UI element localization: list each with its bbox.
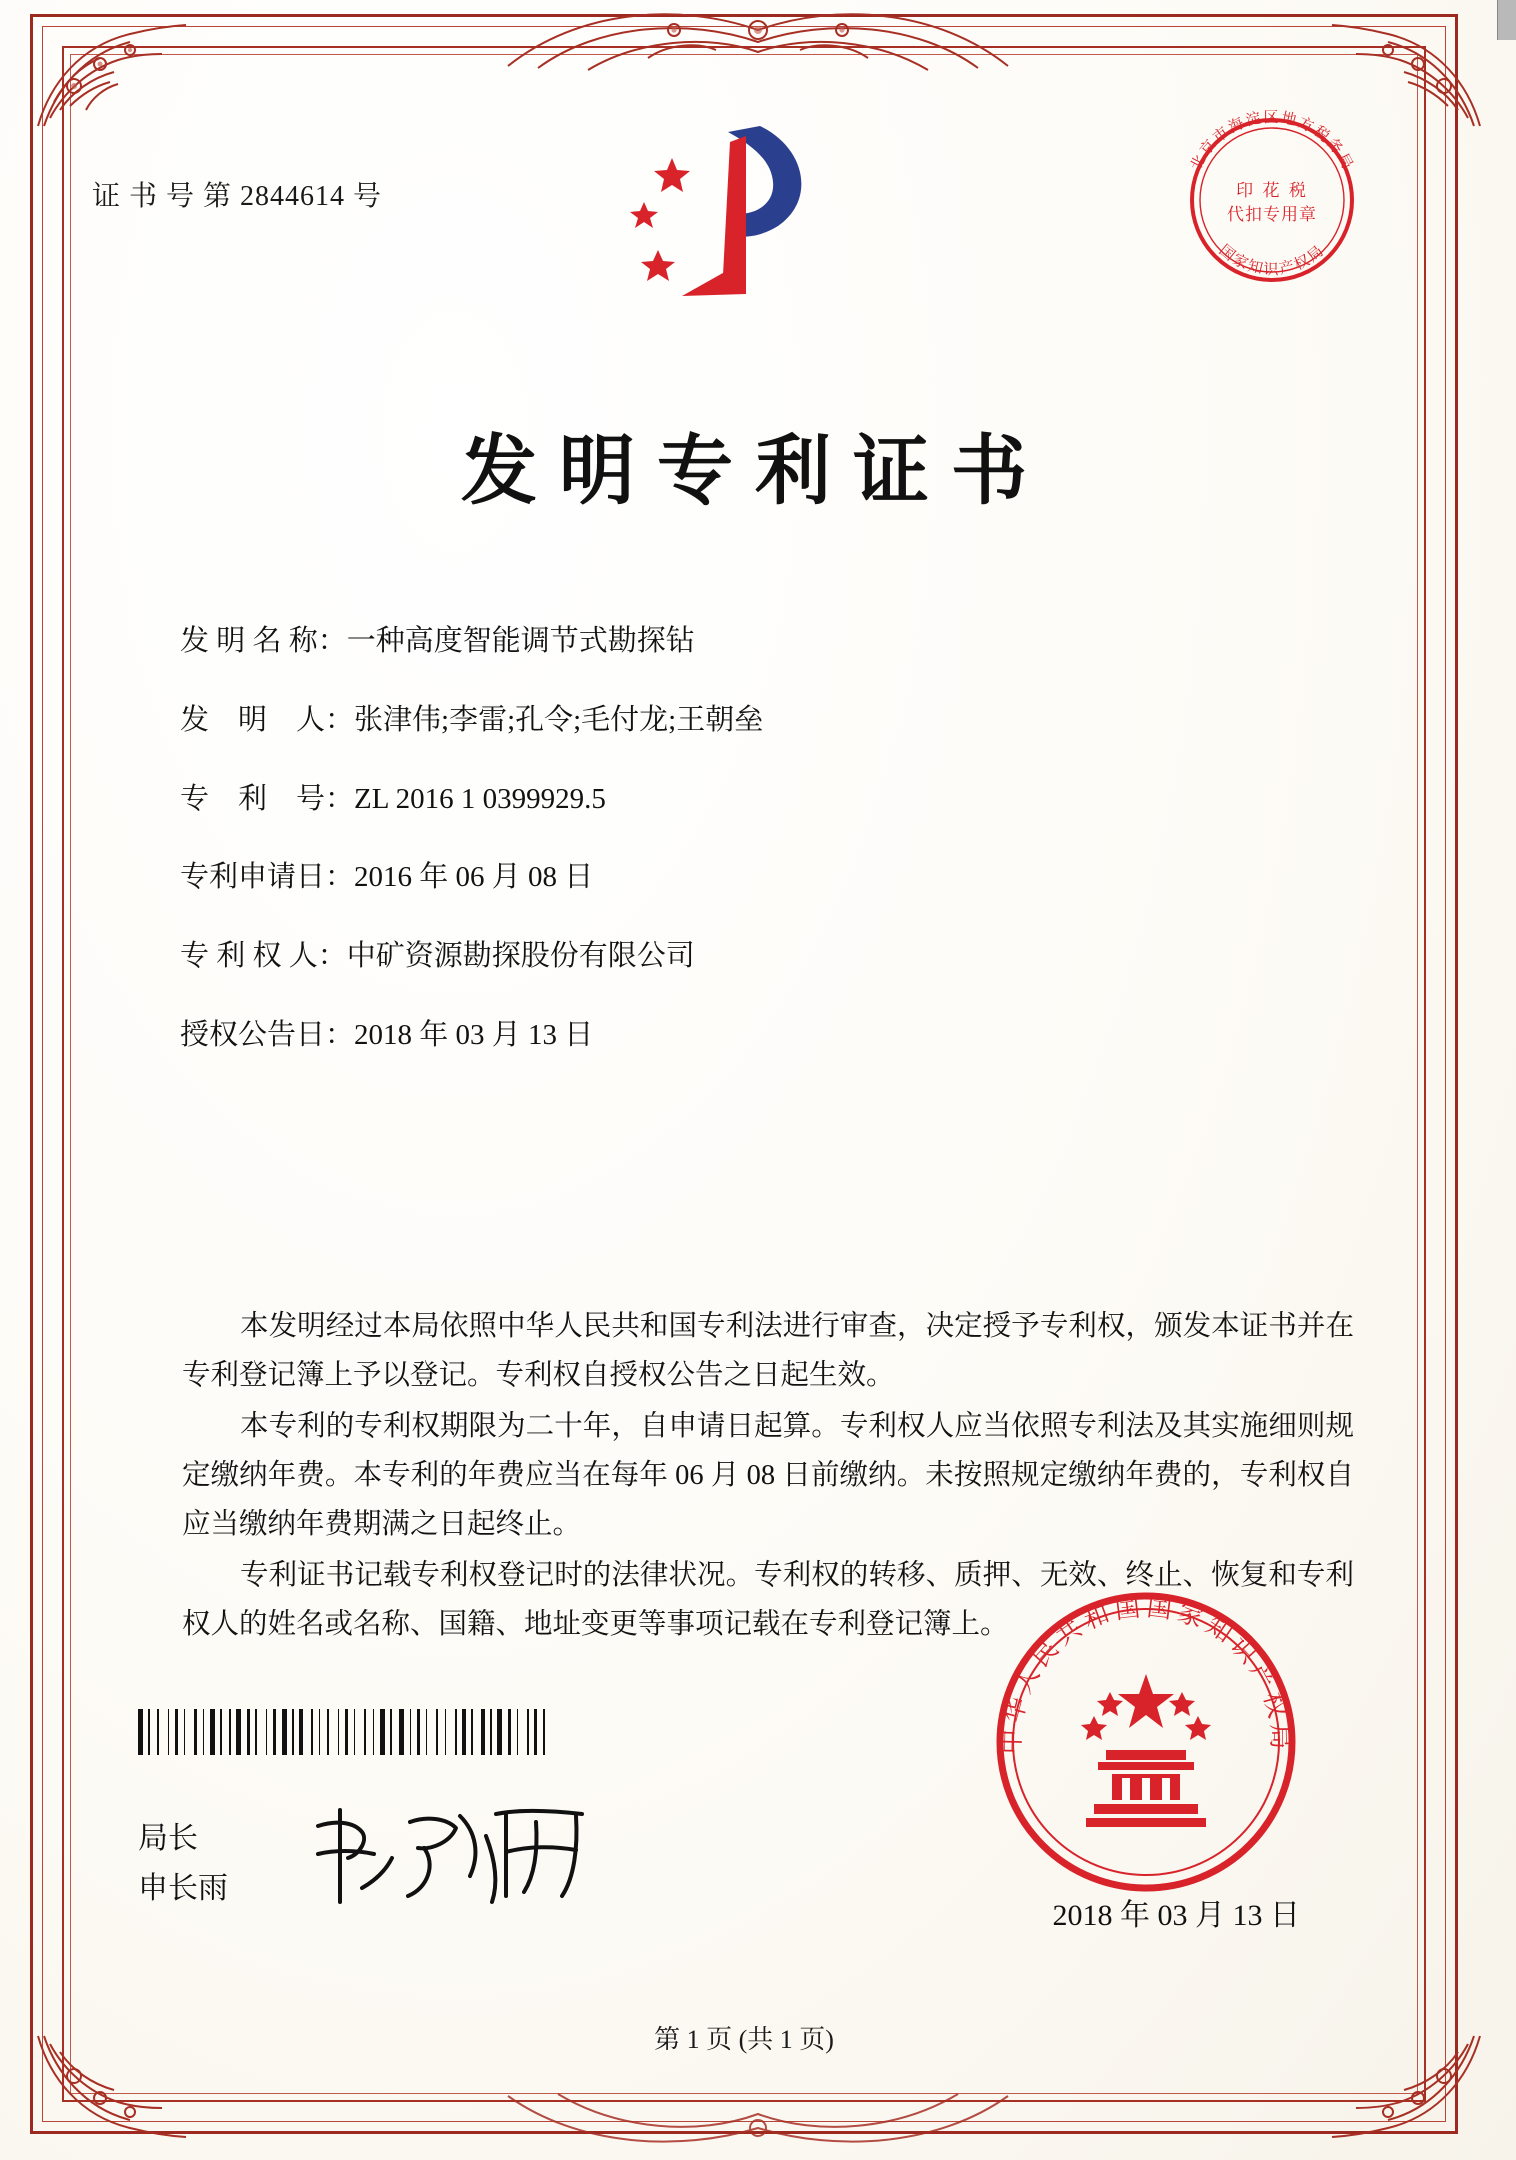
field-value: 张津伟;李雷;孔令;毛付龙;王朝垒	[354, 703, 764, 736]
tax-stamp-seal	[1172, 100, 1372, 300]
field-label: 授权公告日：	[180, 1018, 355, 1051]
field-label: 发 明 人：	[180, 703, 355, 736]
field-label: 专 利 权 人：	[180, 940, 347, 973]
field-row-patent-number	[180, 782, 1360, 817]
legal-paragraph-3: 专利证书记载专利权登记时的法律状况。专利权的转移、质押、无效、终止、恢复和专利权人的姓名或名称、国籍、地址变更等事项记载在专利登记簿上。	[182, 1560, 1354, 1640]
field-row-inventors	[180, 703, 1360, 738]
svg-text:印 花 税: 印 花 税	[1236, 181, 1308, 201]
field-list	[180, 624, 1360, 1097]
field-value: 一种高度智能调节式勘探钻	[346, 625, 695, 657]
field-label: 专 利 号：	[180, 782, 355, 815]
signature-block	[138, 1814, 228, 1914]
certificate-content	[70, 54, 1418, 2094]
barcode	[138, 1709, 568, 1755]
field-label: 专利申请日：	[180, 861, 355, 894]
page-footer: 第 1 页 (共 1 页)	[654, 2025, 834, 2054]
field-row-patentee	[180, 939, 1360, 974]
legal-paragraph-1: 本发明经过本局依照中华人民共和国专利法进行审查，决定授予专利权，颁发本证书并在专利登记簿上予以登记。专利权自授权公告之日起生效。	[182, 1311, 1354, 1391]
field-value: 中矿资源勘探股份有限公司	[346, 940, 695, 973]
legal-paragraph-2: 本专利的专利权期限为二十年，自申请日起算。专利权人应当依照专利法及其实施细则规定缴纳年费。本专利的年费应当在每年 06 月 08 日前缴纳。未按照规定缴纳年费的，专利权自应当缴纳年费期满之日起终止。	[182, 1411, 1354, 1540]
field-value: ZL 2016 1 0399929.5	[354, 782, 606, 815]
handwritten-signature-icon	[300, 1792, 630, 1922]
scan-edge-artifact	[1497, 0, 1516, 40]
signature-name: 申长雨	[138, 1872, 228, 1905]
cnipa-logo-icon	[610, 114, 870, 314]
signature-title-label: 局长	[138, 1822, 198, 1855]
field-row-application-date	[180, 860, 1360, 895]
field-value: 2016 年 06 月 08 日	[354, 861, 594, 894]
svg-text:代扣专用章: 代扣专用章	[1227, 205, 1317, 225]
svg-text:北京市海淀区地方税务局: 北京市海淀区地方税务局	[1186, 108, 1358, 174]
official-seal	[986, 1582, 1306, 1902]
certificate-number: 证 书 号 第 2844614 号	[92, 181, 383, 212]
field-row-invention-name	[180, 624, 1360, 659]
seal-date: 2018 年 03 月 13 日	[1052, 1899, 1300, 1932]
svg-text:中华人民共和国国家知识产权局: 中华人民共和国国家知识产权局	[996, 1592, 1296, 1755]
field-label: 发 明 名 称：	[180, 625, 347, 657]
page-title: 发明专利证书	[461, 426, 1049, 515]
field-row-grant-date	[180, 1018, 1360, 1053]
field-value: 2018 年 03 月 13 日	[354, 1018, 594, 1051]
svg-text:国家知识产权局: 国家知识产权局	[1215, 240, 1329, 278]
